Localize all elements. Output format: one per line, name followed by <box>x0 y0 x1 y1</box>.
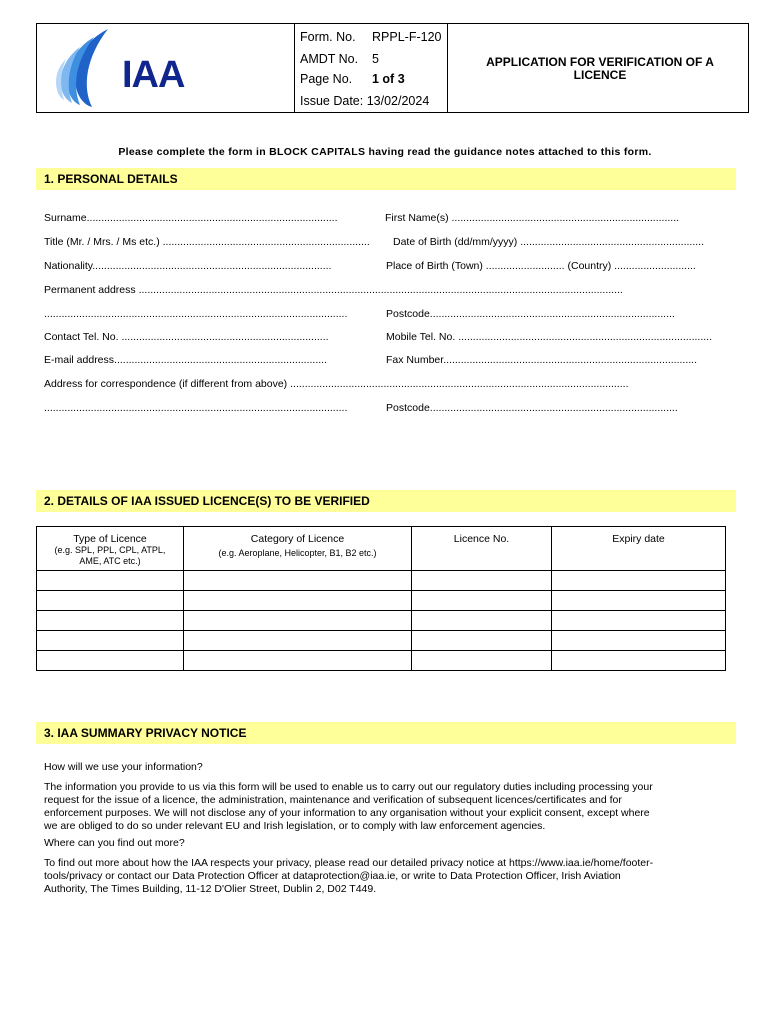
privacy-p1-line: request for the issue of a licence, the administration, maintenance and verification of subsequent licences/certificates and for <box>44 794 622 806</box>
table-row <box>37 591 726 611</box>
table-cell[interactable] <box>552 651 726 671</box>
table-row <box>37 571 726 591</box>
header-divider <box>294 23 295 113</box>
table-cell[interactable] <box>552 611 726 631</box>
table-cell[interactable] <box>37 611 184 631</box>
first-names-label: First Name(s) <box>385 212 449 224</box>
postcode2-row[interactable]: ........................................................................................................ Postcode..................................................................................... <box>44 402 678 414</box>
postcode-row[interactable]: ........................................................................................................ Postcode.................................................................................... <box>44 308 675 320</box>
logo-text: IAA <box>122 54 185 96</box>
issue-date-label: Issue Date: <box>300 94 364 108</box>
issue-date-row <box>300 94 429 108</box>
privacy-paragraph-1 <box>44 781 732 833</box>
place-of-birth-label: Place of Birth (Town) <box>386 260 483 272</box>
title-label: Title (Mr. / Mrs. / Ms etc.) <box>44 236 160 248</box>
amdt-label: AMDT No. <box>300 52 359 66</box>
table-cell[interactable] <box>184 591 412 611</box>
table-cell[interactable] <box>412 651 552 671</box>
col-expiry-label: Expiry date <box>612 533 665 545</box>
col-category-sub: (e.g. Aeroplane, Helicopter, B1, B2 etc.) <box>218 548 377 558</box>
table-row <box>37 651 726 671</box>
page-value: 1 of 3 <box>372 72 405 86</box>
correspondence-label: Address for correspondence (if different from above) <box>44 378 288 390</box>
table-cell[interactable] <box>184 571 412 591</box>
instruction-text: Please complete the form in BLOCK CAPITALS having read the guidance notes attached to this form. <box>118 146 652 158</box>
privacy-p2-line: Authority, The Times Building, 11-12 D'Olier Street, Dublin 2, D02 T449. <box>44 883 377 895</box>
col-expiry-date <box>552 527 726 571</box>
section-privacy-notice: 3. IAA SUMMARY PRIVACY NOTICE <box>36 722 736 744</box>
dob-label: Date of Birth (dd/mm/yyyy) <box>393 236 518 248</box>
col-type-sub2: AME, ATC etc.) <box>79 556 141 566</box>
privacy-p1-line: The information you provide to us via this form will be used to enable us to carry out our regulatory duties including processing your <box>44 781 653 793</box>
table-cell[interactable] <box>552 591 726 611</box>
col-type-label: Type of Licence <box>73 533 147 545</box>
col-licence-no <box>412 527 552 571</box>
permanent-address-row[interactable]: Permanent address ...................................................................................................................................................................... <box>44 284 623 296</box>
mobile-tel-label: Mobile Tel. No. <box>386 331 456 343</box>
header-divider <box>447 23 448 113</box>
table-row <box>37 631 726 651</box>
email-label: E-mail address <box>44 354 115 366</box>
country-label: (Country) <box>567 260 612 272</box>
table-cell[interactable] <box>37 631 184 651</box>
form-no-label: Form. No. <box>300 30 356 44</box>
form-title-line2: LICENCE <box>573 68 627 82</box>
privacy-p2-line: tools/privacy or contact our Data Protection Officer at dataprotection@iaa.ie, or write to Data Protection Officer, Irish Aviation <box>44 870 621 882</box>
form-title-line1: APPLICATION FOR VERIFICATION OF A <box>486 55 714 69</box>
title-dob-row[interactable]: Title (Mr. / Mrs. / Ms etc.) ....................................................................... Date of Birth (dd/mm/yyyy) ............................................................... <box>44 236 704 248</box>
table-cell[interactable] <box>184 631 412 651</box>
section-personal-details: 1. PERSONAL DETAILS <box>36 168 736 190</box>
amdt-value: 5 <box>372 52 379 66</box>
issue-date-value: 13/02/2024 <box>366 94 430 108</box>
table-row <box>37 611 726 631</box>
email-row[interactable]: E-mail address......................................................................... Fax Number....................................................................................... <box>44 354 697 366</box>
page-label: Page No. <box>300 72 353 86</box>
table-cell[interactable] <box>184 651 412 671</box>
form-no-value: RPPL-F-120 <box>372 30 442 44</box>
form-no-row <box>300 30 441 44</box>
contact-tel-label: Contact Tel. No. <box>44 331 119 343</box>
section-licence-details: 2. DETAILS OF IAA ISSUED LICENCE(S) TO BE VERIFIED <box>36 490 736 512</box>
table-cell[interactable] <box>37 571 184 591</box>
nationality-row[interactable]: Nationality.................................................................................. Place of Birth (Town) ........................... (Country) ............................ <box>44 260 696 272</box>
permanent-address-label: Permanent address <box>44 284 136 296</box>
table-cell[interactable] <box>412 571 552 591</box>
table-cell[interactable] <box>412 631 552 651</box>
table-cell[interactable] <box>412 611 552 631</box>
table-cell[interactable] <box>184 611 412 631</box>
privacy-p1-line: enforcement purposes. We will not disclose any of your information to any organisation without your explicit consent, except where <box>44 807 650 819</box>
table-cell[interactable] <box>552 571 726 591</box>
table-cell[interactable] <box>412 591 552 611</box>
privacy-question-1: How will we use your information? <box>44 761 203 773</box>
table-cell[interactable] <box>552 631 726 651</box>
surname-row[interactable]: Surname...................................................................................... First Name(s) .............................................................................. <box>44 212 680 224</box>
licence-table <box>36 526 726 671</box>
table-cell[interactable] <box>37 591 184 611</box>
privacy-p1-line: we are obliged to do so under relevant EU and Irish legislation, or to comply with law enforcement agencies. <box>44 820 546 832</box>
table-header-row <box>37 527 726 571</box>
page-row <box>300 72 405 86</box>
col-category <box>184 527 412 571</box>
fax-label: Fax Number <box>386 354 444 366</box>
postcode2-label: Postcode <box>386 402 430 414</box>
table-cell[interactable] <box>37 651 184 671</box>
nationality-label: Nationality <box>44 260 93 272</box>
correspondence-row[interactable]: Address for correspondence (if different from above) .................................................................................................................... <box>44 378 629 390</box>
privacy-question-2: Where can you find out more? <box>44 837 185 849</box>
col-category-label: Category of Licence <box>250 533 345 545</box>
privacy-p2-line: To find out more about how the IAA respects your privacy, please read our detailed privacy notice at https://www.iaa.ie/home/footer- <box>44 857 654 869</box>
form-title <box>452 56 748 82</box>
amdt-row <box>300 52 379 66</box>
surname-label: Surname <box>44 212 87 224</box>
contact-tel-row[interactable]: Contact Tel. No. ....................................................................... Mobile Tel. No. ....................................................................................... <box>44 331 712 343</box>
col-licence-no-label: Licence No. <box>453 533 510 545</box>
col-type-of-licence <box>37 527 184 571</box>
col-type-sub1: (e.g. SPL, PPL, CPL, ATPL, <box>54 545 166 555</box>
postcode-label: Postcode <box>386 308 430 320</box>
privacy-paragraph-2 <box>44 857 732 896</box>
